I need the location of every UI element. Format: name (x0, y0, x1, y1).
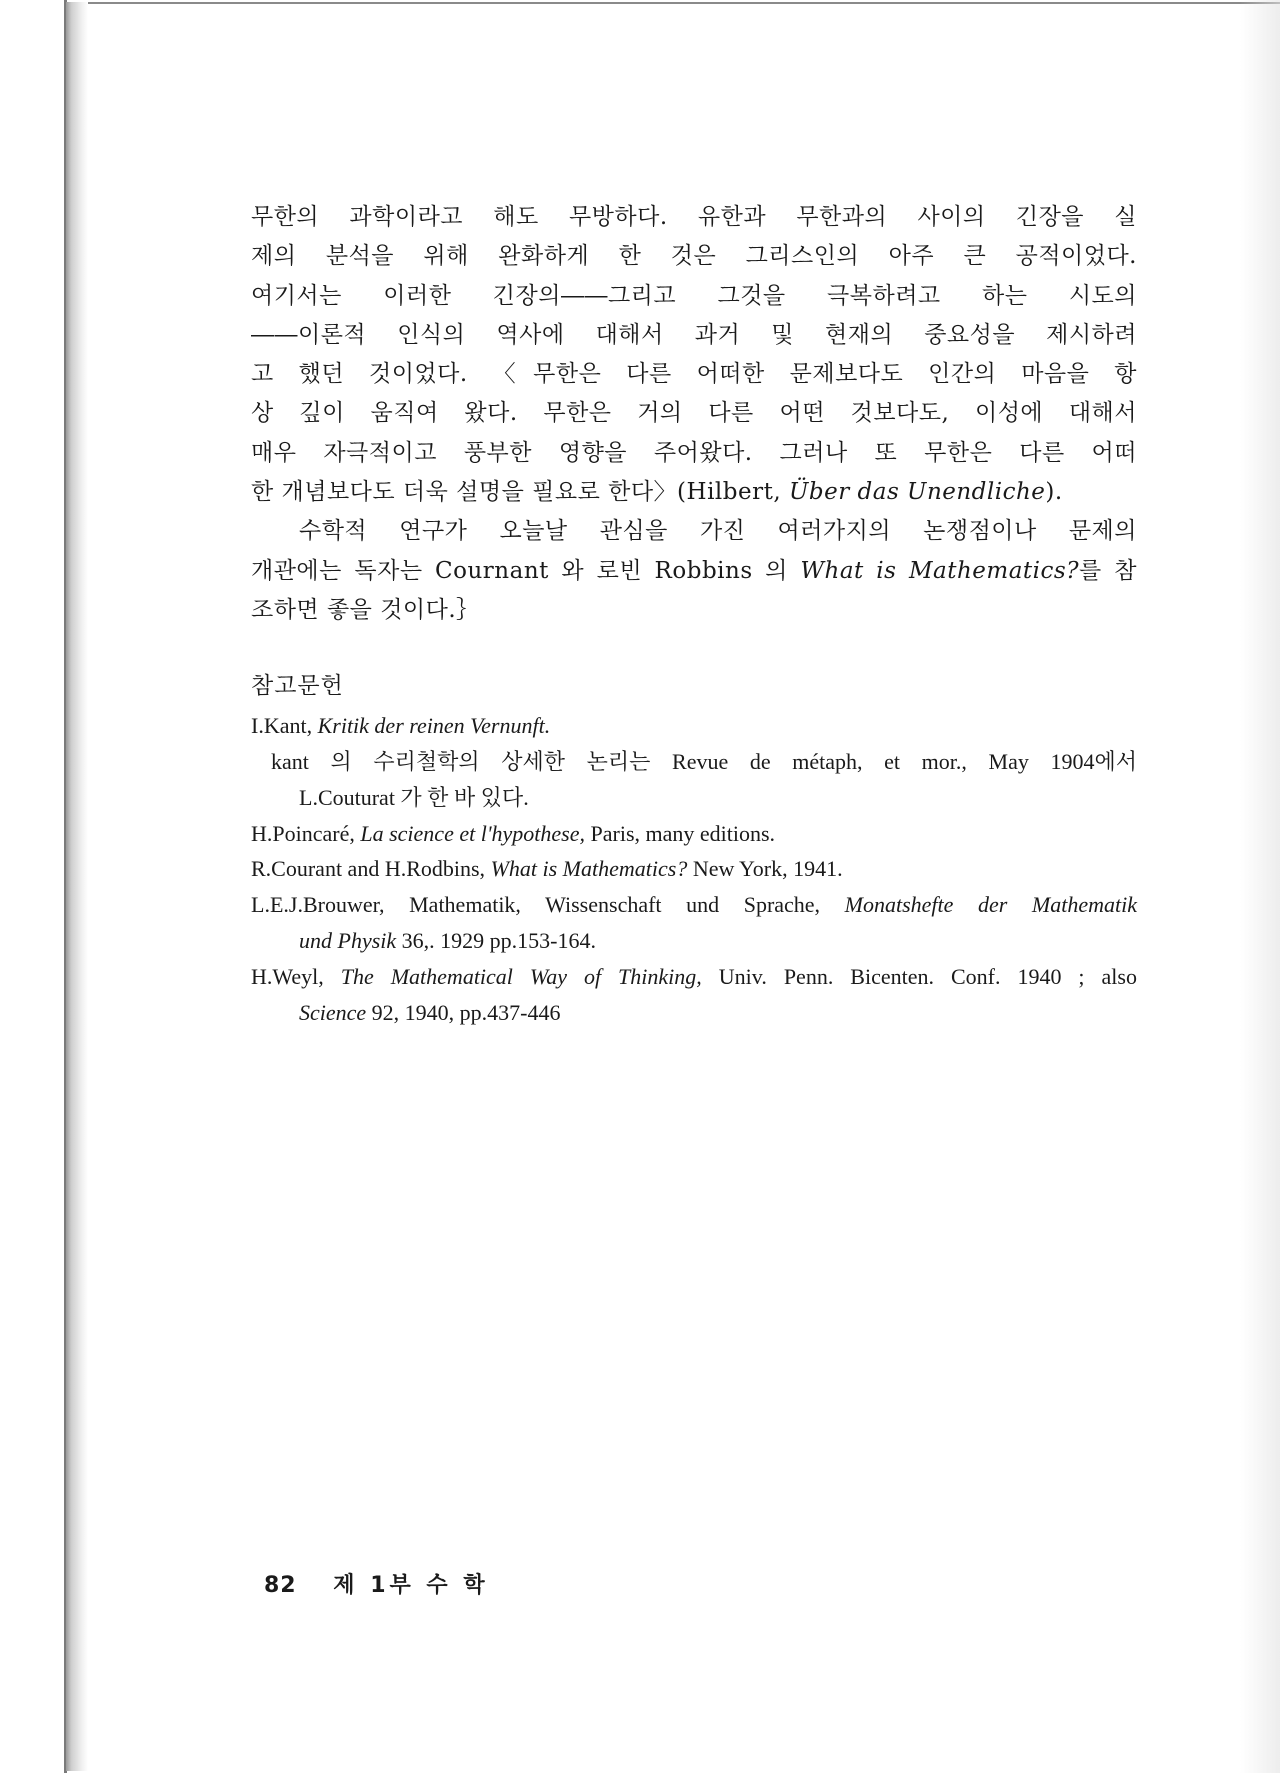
citation-prefix: 한 개념보다도 더욱 설명을 필요로 한다〉(Hilbert, (251, 479, 789, 506)
book-ref-title: What is Mathematics? (800, 557, 1080, 584)
citation-suffix: ). (1045, 479, 1063, 506)
page-number: 82 (264, 1573, 297, 1598)
reference-second-line (299, 995, 1137, 1031)
spine-shadow (66, 2, 88, 1771)
reference-note-line: kant 의 수리철학의 상세한 논리는 Revue de métaph, et mor., May 1904에서 (271, 749, 1137, 775)
reference-note-line: L.Couturat 가 한 바 있다. (299, 784, 529, 810)
reference-note-kant (251, 744, 1137, 816)
citation-title: Über das Unendliche (788, 479, 1046, 506)
body-paragraph-2 (251, 512, 1137, 630)
reference-item-courant (251, 851, 1137, 887)
page-content (251, 198, 1137, 1030)
reference-title-cont: und Physik (299, 928, 397, 954)
text-line: 고 했던 것이었다. 〈무한은 다른 어떠한 문제보다도 인간의 마음을 항 (251, 361, 1137, 388)
text-line: 무한의 과학이라고 해도 무방하다. 유한과 무한과의 사이의 긴장을 실 (251, 204, 1137, 230)
reference-title: The Mathematical Way of Thinking, (340, 963, 702, 989)
body-paragraph-1 (251, 198, 1137, 512)
text-line: 제의 분석을 위해 완화하게 한 것은 그리스인의 아주 큰 공적이었다. (251, 243, 1137, 270)
reference-item-brouwer (251, 887, 1137, 959)
reference-journal: Science (299, 999, 367, 1025)
book-ref-suffix: 를 참 (1079, 557, 1137, 584)
text-line: 상 깊이 움직여 왔다. 무한은 거의 다른 어떤 것보다도, 이성에 대해서 (251, 400, 1137, 427)
reference-title: Kritik der reinen Vernunft. (317, 713, 551, 739)
references-heading: 참고문헌 (251, 673, 344, 700)
reference-details: New York, 1941. (687, 856, 843, 882)
text-line-book-ref (251, 552, 1137, 591)
reference-title: What is Mathematics? (490, 856, 688, 882)
page-edge-shade (1240, 0, 1280, 1773)
reference-author: H.Poincaré, (251, 820, 361, 846)
chapter-title: 제 1부 수 학 (333, 1573, 489, 1598)
reference-first-line (251, 959, 1137, 995)
book-ref-prefix: 개관에는 독자는 Cournant 와 로빈 Robbins 의 (251, 557, 801, 584)
text-line: 조하면 좋을 것이다.｝ (251, 596, 480, 623)
reference-details: Paris, many editions. (585, 820, 776, 846)
text-line: ――이론적 인식의 역사에 대해서 과거 및 현재의 중요성을 제시하려 (251, 321, 1137, 348)
text-line: 매우 자극적이고 풍부한 영향을 주어왔다. 그러나 또 무한은 다른 어떠 (251, 439, 1137, 466)
reference-item-weyl (251, 959, 1137, 1031)
page-footer (264, 1568, 489, 1599)
reference-first-line (251, 887, 1137, 923)
reference-author: H.Weyl, (251, 963, 341, 989)
reference-author: L.E.J.Brouwer, Mathematik, Wissenschaft und Sprache, (251, 892, 845, 918)
reference-details: 92, 1940, pp.437-446 (366, 999, 561, 1025)
reference-details: Univ. Penn. Bicenten. Conf. 1940 ; also (701, 963, 1137, 989)
reference-title: Monatshefte der Mathematik (844, 892, 1137, 918)
reference-second-line (299, 923, 1137, 959)
reference-author: I.Kant, (251, 713, 318, 739)
reference-item-kant (251, 708, 1137, 744)
reference-details: 36,. 1929 pp.153-164. (396, 928, 596, 954)
reference-item-poincare (251, 816, 1137, 852)
text-line-citation (251, 473, 1137, 512)
reference-author: R.Courant and H.Rodbins, (251, 856, 491, 882)
references-list (251, 708, 1137, 1030)
reference-title: La science et l'hypothese, (360, 820, 585, 846)
text-line: 여기서는 이러한 긴장의――그리고 그것을 극복하려고 하는 시도의 (251, 282, 1137, 309)
text-line: 수학적 연구가 오늘날 관심을 가진 여러가지의 논쟁점이나 문제의 (299, 518, 1137, 545)
